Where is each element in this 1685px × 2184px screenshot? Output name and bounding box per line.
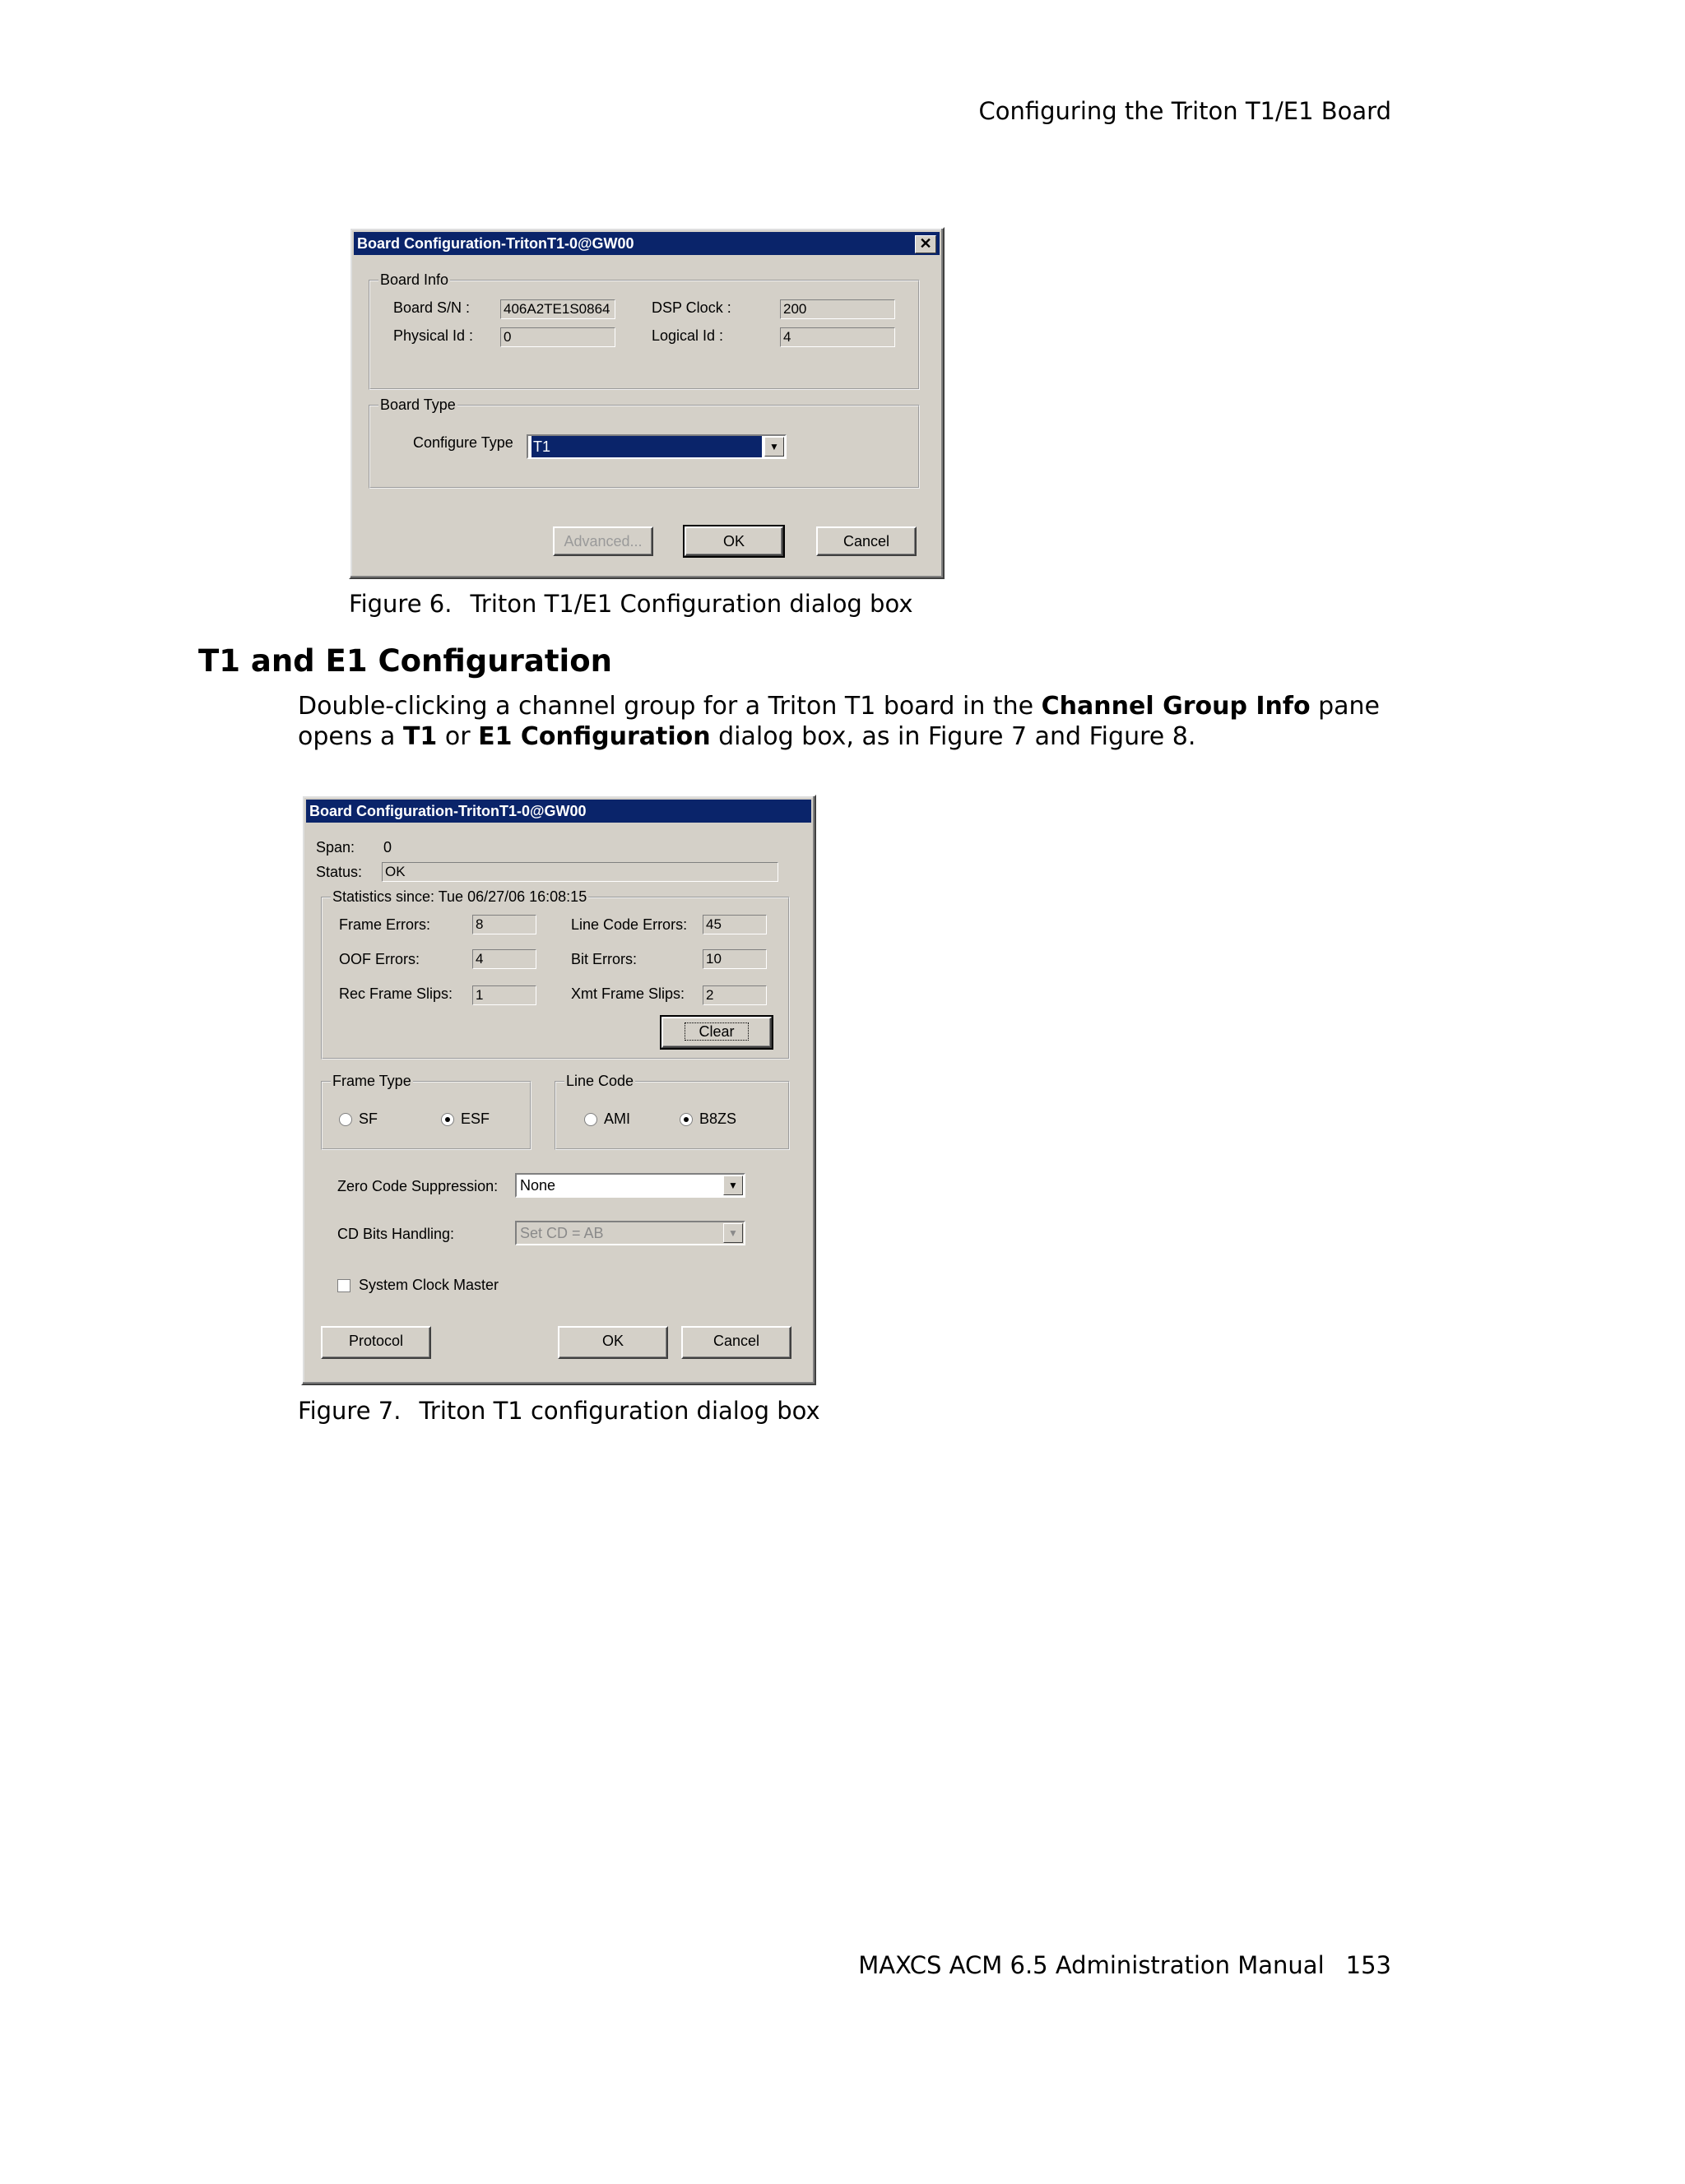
configure-type-value: T1 — [531, 436, 762, 457]
radio-circle-selected — [441, 1113, 454, 1126]
frame-errors-label: Frame Errors: — [339, 916, 431, 933]
board-configuration-dialog — [349, 227, 945, 579]
frame-errors-field[interactable]: 8 — [472, 915, 536, 934]
ok-button[interactable]: OK — [558, 1326, 668, 1359]
zero-code-suppression-select[interactable] — [515, 1173, 745, 1198]
statistics-legend: Statistics since: Tue 06/27/06 16:08:15 — [332, 888, 587, 905]
figure-7-number: Figure 7. — [298, 1397, 402, 1425]
span-value: 0 — [383, 839, 392, 856]
cancel-button[interactable]: Cancel — [681, 1326, 791, 1359]
dialog-titlebar[interactable] — [354, 232, 940, 255]
chevron-down-icon[interactable]: ▼ — [723, 1175, 743, 1195]
checkbox-box — [337, 1279, 350, 1292]
dsp-clock-label: DSP Clock : — [652, 299, 731, 316]
para-text-3: or — [437, 722, 479, 751]
dsp-clock-field[interactable]: 200 — [780, 299, 895, 319]
figure-6-number: Figure 6. — [349, 590, 453, 618]
line-code-legend: Line Code — [566, 1073, 634, 1089]
line-code-b8zs-radio[interactable] — [680, 1111, 736, 1128]
line-code-errors-field[interactable]: 45 — [703, 915, 767, 934]
chevron-down-icon[interactable]: ▼ — [723, 1223, 743, 1243]
logical-id-field[interactable]: 4 — [780, 327, 895, 347]
rec-frame-slips-field[interactable]: 1 — [472, 985, 536, 1005]
figure-7-caption — [298, 1397, 820, 1425]
dialog-titlebar[interactable] — [306, 800, 811, 823]
para-bold-channel-group-info: Channel Group Info — [1041, 692, 1311, 721]
line-code-errors-label: Line Code Errors: — [571, 916, 688, 933]
bit-errors-field[interactable]: 10 — [703, 949, 767, 969]
dialog-title: Board Configuration-TritonT1-0@GW00 — [357, 235, 634, 252]
configure-type-select[interactable] — [527, 434, 787, 459]
para-bold-t1: T1 — [402, 722, 438, 751]
xmt-frame-slips-field[interactable]: 2 — [703, 985, 767, 1005]
board-info-group — [369, 271, 920, 390]
close-icon[interactable]: ✕ — [915, 235, 936, 253]
status-label: Status: — [316, 864, 363, 880]
body-paragraph — [298, 691, 1417, 752]
rec-frame-slips-label: Rec Frame Slips: — [339, 985, 453, 1002]
chevron-down-icon[interactable]: ▼ — [764, 437, 784, 457]
frame-type-sf-label: SF — [359, 1111, 378, 1127]
frame-type-sf-radio[interactable] — [339, 1111, 378, 1128]
radio-circle-selected — [680, 1113, 693, 1126]
para-text-1: Double-clicking a channel group for a Triton T1 board in the — [298, 692, 1042, 721]
figure-7-caption-text: Triton T1 configuration dialog box — [419, 1397, 820, 1425]
board-info-legend: Board Info — [380, 271, 449, 288]
para-text-2: pane opens a — [298, 692, 1380, 751]
frame-type-esf-label: ESF — [461, 1111, 490, 1127]
dialog-title: Board Configuration-TritonT1-0@GW00 — [309, 803, 587, 819]
para-text-4: dialog box, as in Figure 7 and Figure 8. — [710, 722, 1196, 751]
physical-id-label: Physical Id : — [393, 327, 474, 344]
radio-circle — [339, 1113, 352, 1126]
xmt-frame-slips-label: Xmt Frame Slips: — [571, 985, 685, 1002]
cd-bits-handling-select[interactable] — [515, 1221, 745, 1245]
board-type-group — [369, 396, 920, 489]
page-footer — [858, 1951, 1391, 1979]
physical-id-field[interactable]: 0 — [500, 327, 615, 347]
clear-button[interactable] — [661, 1017, 772, 1048]
section-title: T1 and E1 Configuration — [198, 643, 612, 679]
cancel-button[interactable]: Cancel — [816, 526, 917, 556]
span-label: Span: — [316, 839, 355, 856]
line-code-b8zs-label: B8ZS — [699, 1111, 737, 1127]
protocol-button[interactable]: Protocol — [321, 1326, 431, 1359]
bit-errors-label: Bit Errors: — [571, 951, 638, 967]
board-sn-field[interactable]: 406A2TE1S0864 — [500, 299, 615, 319]
cd-bits-handling-value: Set CD = AB — [520, 1225, 604, 1241]
board-type-legend: Board Type — [380, 396, 456, 413]
t1-configuration-dialog — [301, 795, 816, 1385]
line-code-ami-radio[interactable] — [584, 1111, 630, 1128]
status-field[interactable]: OK — [382, 862, 778, 882]
system-clock-master-label: System Clock Master — [359, 1277, 499, 1293]
ok-button[interactable]: OK — [685, 526, 783, 556]
oof-errors-label: OOF Errors: — [339, 951, 420, 967]
clear-button-label: Clear — [685, 1022, 748, 1041]
line-code-group — [555, 1073, 790, 1150]
configure-type-label: Configure Type — [413, 434, 513, 451]
manual-title: MAXCS ACM 6.5 Administration Manual — [858, 1951, 1325, 1979]
line-code-ami-label: AMI — [604, 1111, 631, 1127]
cd-bits-handling-label: CD Bits Handling: — [337, 1226, 455, 1242]
system-clock-master-checkbox[interactable] — [337, 1277, 499, 1294]
statistics-group — [321, 888, 790, 1060]
page-number: 153 — [1345, 1951, 1391, 1979]
zero-code-suppression-label: Zero Code Suppression: — [337, 1178, 499, 1194]
oof-errors-field[interactable]: 4 — [472, 949, 536, 969]
running-header: Configuring the Triton T1/E1 Board — [978, 97, 1391, 125]
figure-6-caption — [349, 590, 912, 618]
advanced-button[interactable]: Advanced... — [553, 526, 653, 556]
figure-6-caption-text: Triton T1/E1 Configuration dialog box — [470, 590, 913, 618]
frame-type-group — [321, 1073, 531, 1150]
para-bold-e1-configuration: E1 Configuration — [478, 722, 711, 751]
zero-code-suppression-value: None — [520, 1177, 556, 1194]
board-sn-label: Board S/N : — [393, 299, 471, 316]
frame-type-esf-radio[interactable] — [441, 1111, 490, 1128]
frame-type-legend: Frame Type — [332, 1073, 411, 1089]
radio-circle — [584, 1113, 597, 1126]
logical-id-label: Logical Id : — [652, 327, 724, 344]
